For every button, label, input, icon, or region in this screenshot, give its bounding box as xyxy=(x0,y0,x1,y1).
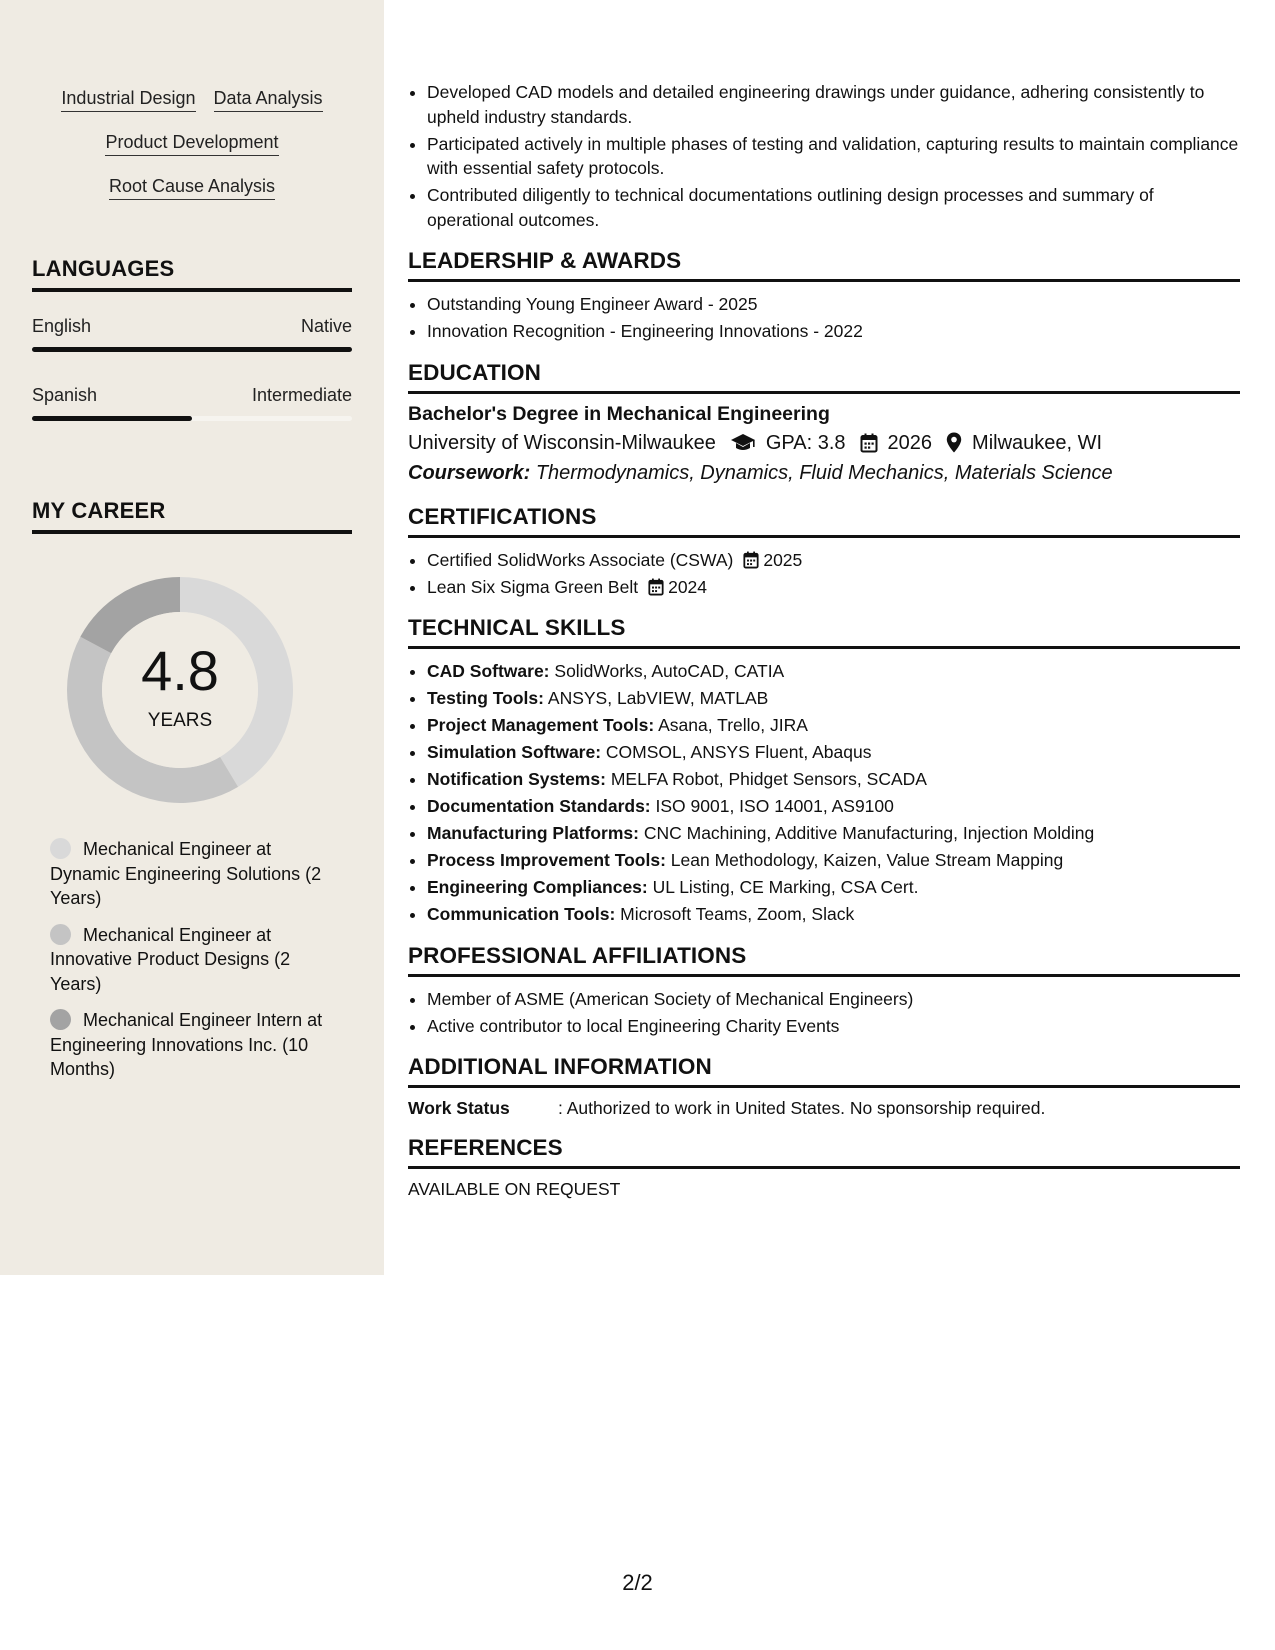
technical-skill-item xyxy=(427,794,1240,819)
coursework-value: Thermodynamics, Dynamics, Fluid Mechanics, Materials Science xyxy=(535,461,1113,484)
work-status-row xyxy=(408,1098,1240,1119)
work-status-label: Work Status xyxy=(408,1098,510,1118)
career-years-value: 4.8 xyxy=(141,639,219,702)
skill-row xyxy=(30,174,354,200)
education-location: Milwaukee, WI xyxy=(972,431,1103,454)
certification-year: 2025 xyxy=(763,549,803,570)
technical-skill-value: Lean Methodology, Kaizen, Value Stream Mapping xyxy=(670,850,1064,870)
technical-skill-label: Process Improvement Tools: xyxy=(427,850,666,870)
technical-skill-label: Testing Tools: xyxy=(427,688,544,708)
leadership-list xyxy=(408,292,1240,344)
page-number: 2/2 xyxy=(622,1570,653,1595)
education-degree: Bachelor's Degree in Mechanical Engineering xyxy=(408,402,830,425)
affiliations-list xyxy=(408,987,1240,1039)
technical-skill-value: UL Listing, CE Marking, CSA Cert. xyxy=(652,877,919,897)
career-item-text: Mechanical Engineer at Innovative Product Designs (2 Years) xyxy=(50,924,291,994)
certification-item xyxy=(427,575,1240,600)
skill-tag: Industrial Design xyxy=(61,86,195,112)
technical-skill-value: ANSYS, LabVIEW, MATLAB xyxy=(547,688,769,708)
main-content xyxy=(408,80,1240,1200)
leadership-heading: LEADERSHIP & AWARDS xyxy=(408,248,1240,282)
certifications-list xyxy=(408,548,1240,600)
technical-skill-value: CNC Machining, Additive Manufacturing, Injection Molding xyxy=(643,823,1095,843)
career-item-text: Mechanical Engineer at Dynamic Engineering Solutions (2 Years) xyxy=(50,839,322,908)
sidebar xyxy=(0,0,384,1275)
language-bar-fill xyxy=(32,416,192,421)
career-item-text: Mechanical Engineer Intern at Engineering Innovations Inc. (10 Months) xyxy=(50,1010,323,1079)
calendar-icon xyxy=(860,433,878,453)
career-heading: MY CAREER xyxy=(32,498,352,534)
technical-skill-label: Engineering Compliances: xyxy=(427,877,648,897)
career-dot-icon xyxy=(50,838,71,859)
career-list xyxy=(50,837,330,1094)
calendar-icon xyxy=(648,578,664,596)
technical-skill-label: Notification Systems: xyxy=(427,769,606,789)
technical-skill-item xyxy=(427,659,1240,684)
education-gpa: GPA: 3.8 xyxy=(765,431,846,454)
calendar-icon xyxy=(743,551,759,569)
certifications-heading: CERTIFICATIONS xyxy=(408,504,1240,538)
language-bar xyxy=(32,416,352,421)
location-pin-icon xyxy=(946,432,962,453)
technical-skill-label: CAD Software: xyxy=(427,661,550,681)
affiliation-item: • Member of ASME (American Society of Mechanical Engineers) xyxy=(427,987,1240,1012)
technical-skill-value: ISO 9001, ISO 14001, AS9100 xyxy=(655,796,894,816)
affiliations-heading: PROFESSIONAL AFFILIATIONS xyxy=(408,943,1240,977)
technical-skill-label: Documentation Standards: xyxy=(427,796,651,816)
experience-bullet: • Developed CAD models and detailed engineering drawings under guidance, adhering consistently to upheld industry standards. xyxy=(427,80,1240,129)
leadership-item: • Outstanding Young Engineer Award - 2025 xyxy=(427,292,1240,317)
technical-skill-value: Microsoft Teams, Zoom, Slack xyxy=(620,904,855,924)
technical-skill-label: Manufacturing Platforms: xyxy=(427,823,639,843)
technical-skill-item xyxy=(427,848,1240,873)
education-coursework xyxy=(408,458,1240,488)
career-years-unit: YEARS xyxy=(147,710,213,731)
certification-name: Lean Six Sigma Green Belt xyxy=(427,576,639,597)
skill-row xyxy=(30,130,354,156)
technical-skill-item xyxy=(427,713,1240,738)
language-name: Spanish xyxy=(32,385,98,405)
technical-skill-label: Simulation Software: xyxy=(427,742,602,762)
skill-row xyxy=(30,86,354,112)
technical-skill-item xyxy=(427,875,1240,900)
technical-skill-value: MELFA Robot, Phidget Sensors, SCADA xyxy=(610,769,927,789)
education-year: 2026 xyxy=(887,431,933,454)
technical-skill-value: Asana, Trello, JIRA xyxy=(658,715,808,735)
technical-skill-item xyxy=(427,821,1240,846)
education-heading: EDUCATION xyxy=(408,360,1240,394)
coursework-label: Coursework: xyxy=(408,461,531,484)
career-dot-icon xyxy=(50,1009,71,1030)
education-details xyxy=(408,428,1240,458)
career-donut-chart xyxy=(62,572,298,808)
career-dot-icon xyxy=(50,924,71,945)
technical-skill-item xyxy=(427,686,1240,711)
affiliation-item: • Active contributor to local Engineering Charity Events xyxy=(427,1014,1240,1039)
technical-skill-item xyxy=(427,902,1240,927)
graduation-cap-icon xyxy=(730,433,756,453)
certification-year: 2024 xyxy=(668,576,708,597)
experience-bullet: • Contributed diligently to technical documentations outlining design processes and summary of operational outcomes. xyxy=(427,183,1240,232)
language-level: Intermediate xyxy=(251,385,352,405)
experience-bullets xyxy=(408,80,1240,232)
language-level: Native xyxy=(300,316,352,336)
technical-skills-list xyxy=(408,659,1240,927)
skill-tag: Root Cause Analysis xyxy=(109,174,275,200)
leadership-item: • Innovation Recognition - Engineering Innovations - 2022 xyxy=(427,319,1240,344)
skill-tag: Data Analysis xyxy=(214,86,323,112)
references-text: AVAILABLE ON REQUEST xyxy=(408,1179,621,1199)
technical-skill-label: Project Management Tools: xyxy=(427,715,655,735)
language-bar xyxy=(32,347,352,352)
career-item xyxy=(50,1008,330,1082)
additional-info-heading: ADDITIONAL INFORMATION xyxy=(408,1054,1240,1088)
technical-skill-item xyxy=(427,767,1240,792)
skills-tags xyxy=(30,86,354,218)
career-item xyxy=(50,923,330,997)
technical-skill-label: Communication Tools: xyxy=(427,904,616,924)
language-spanish xyxy=(32,384,352,421)
language-name: English xyxy=(32,316,92,336)
skill-tag: Product Development xyxy=(105,130,278,156)
technical-skill-item xyxy=(427,740,1240,765)
language-english xyxy=(32,315,352,352)
technical-skills-heading: TECHNICAL SKILLS xyxy=(408,615,1240,649)
work-status-value: : Authorized to work in United States. No sponsorship required. xyxy=(558,1098,1046,1118)
technical-skill-value: COMSOL, ANSYS Fluent, Abaqus xyxy=(605,742,872,762)
languages-heading: LANGUAGES xyxy=(32,256,352,292)
certification-name: Certified SolidWorks Associate (CSWA) xyxy=(427,549,734,570)
education-school: University of Wisconsin-Milwaukee xyxy=(408,431,716,454)
language-bar-fill xyxy=(32,347,352,352)
career-item xyxy=(50,837,330,911)
certification-item xyxy=(427,548,1240,573)
experience-bullet: • Participated actively in multiple phases of testing and validation, capturing results to maintain compliance with essential safety protocols. xyxy=(427,132,1240,181)
technical-skill-value: SolidWorks, AutoCAD, CATIA xyxy=(554,661,785,681)
references-heading: REFERENCES xyxy=(408,1135,1240,1169)
